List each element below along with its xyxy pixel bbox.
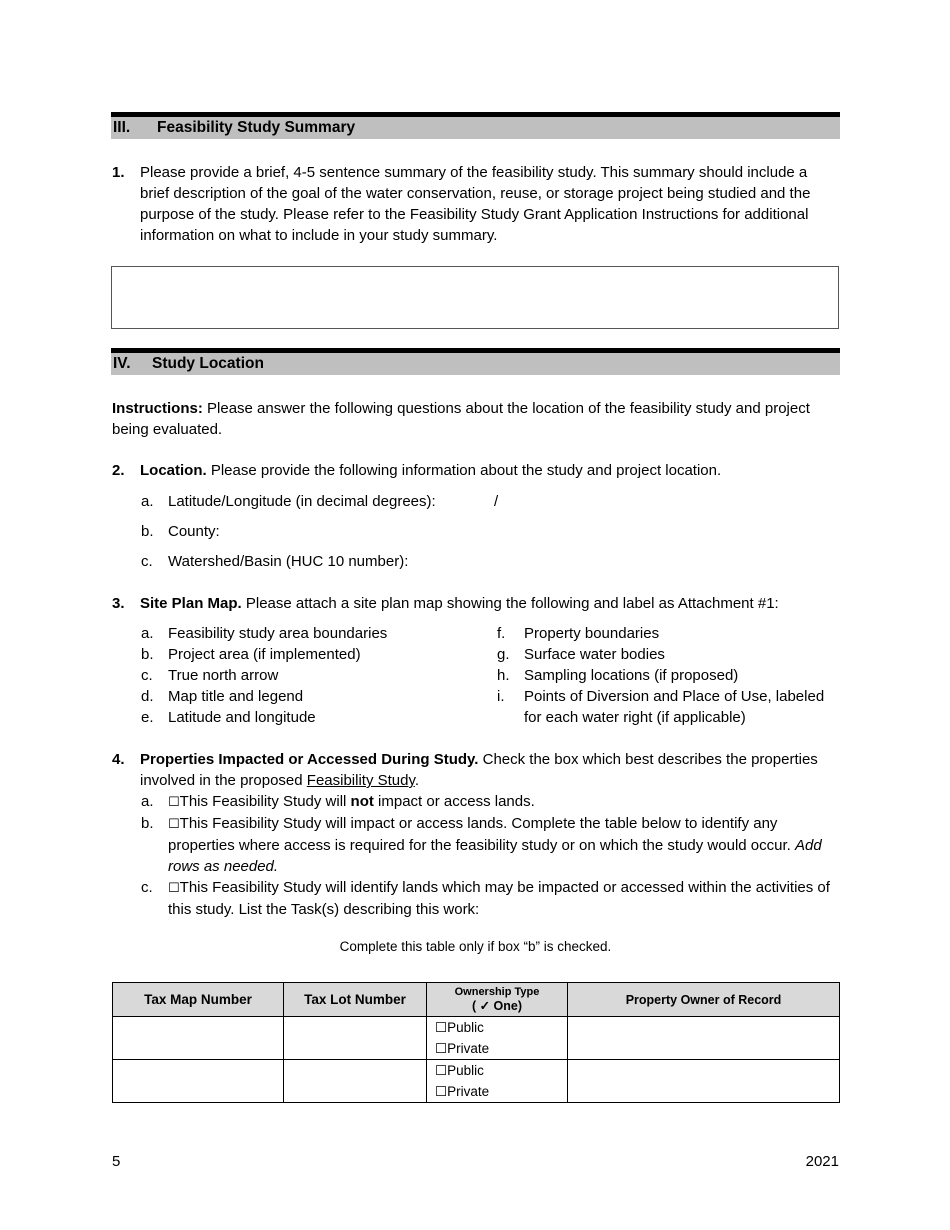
question-1-text: Please provide a brief, 4-5 sentence summary of the feasibility study. This summary should include a brief description of the goal of the water conservation, reuse, or storage project being studied and the purpose of the study. Please refer to the Feasibility Study Grant Application Instructions for additional information on what to include in your study summary. [140, 164, 811, 244]
question-4-period: . [414, 772, 420, 789]
list-item-letter: c. [141, 667, 153, 684]
question-number: 4. [112, 751, 125, 768]
header-ownership-type [427, 983, 568, 1017]
instructions-label: Instructions: [112, 400, 203, 417]
page-number: 5 [112, 1153, 121, 1170]
option-letter: c. [141, 879, 153, 896]
ownership-private-option[interactable]: ☐Private [435, 1041, 490, 1056]
lat-long-label: Latitude/Longitude (in decimal degrees): [168, 493, 436, 510]
option-a-text-post: impact or access lands. [373, 793, 535, 810]
section-header-feasibility-summary [111, 112, 840, 139]
list-item-letter: e. [141, 709, 154, 726]
item-letter: a. [141, 493, 154, 510]
instructions-paragraph [112, 398, 812, 440]
section-number: III. [113, 119, 131, 136]
list-item-letter: b. [141, 646, 154, 663]
list-item-letter: i. [497, 688, 505, 705]
study-summary-input[interactable] [111, 266, 839, 329]
ownership-public-option[interactable]: ☐Public [435, 1063, 484, 1078]
header-tax-lot-number: Tax Lot Number [284, 983, 427, 1017]
option-b-italic: Add rows as needed. [168, 837, 822, 875]
option-a [168, 791, 840, 813]
option-letter: b. [141, 815, 154, 832]
option-a-bold: not [350, 793, 374, 810]
question-3-text [140, 593, 840, 614]
checkbox-c[interactable]: ☐ [168, 881, 180, 896]
question-2-text [140, 460, 840, 481]
question-4-label: Properties Impacted or Accessed During Study. [140, 751, 479, 768]
question-number: 1. [112, 164, 125, 181]
ownership-type-cell [427, 1017, 568, 1060]
option-b [168, 813, 840, 877]
ownership-private-option[interactable]: ☐Private [435, 1084, 490, 1099]
option-letter: a. [141, 793, 154, 810]
properties-table [112, 982, 840, 1103]
watershed-label: Watershed/Basin (HUC 10 number): [168, 553, 409, 570]
item-letter: c. [141, 553, 153, 570]
section-title: Feasibility Study Summary [157, 119, 356, 136]
checkbox-a[interactable]: ☐ [168, 795, 180, 810]
table-note: Complete this table only if box “b” is checked. [339, 939, 612, 954]
list-item: Points of Diversion and Place of Use, labeled for each water right (if applicable) [524, 688, 825, 726]
question-4-description: Check the box which best describes the properties involved in the proposed [140, 751, 818, 789]
item-letter: b. [141, 523, 154, 540]
option-c [168, 877, 840, 920]
option-c-text: This Feasibility Study will identify lands which may be impacted or accessed within the activities of this study. List the Task(s) describing this work: [168, 879, 830, 918]
footer-year: 2021 [805, 1153, 839, 1170]
question-3-label: Site Plan Map. [140, 595, 242, 612]
tax-map-number-cell[interactable] [113, 1060, 284, 1103]
table-header-row [113, 983, 840, 1017]
section-header-study-location [111, 348, 840, 375]
list-item: Surface water bodies [524, 646, 665, 663]
list-item: Feasibility study area boundaries [168, 625, 388, 642]
list-item-letter: a. [141, 625, 154, 642]
ownership-type-cell [427, 1060, 568, 1103]
ownership-public-option[interactable]: ☐Public [435, 1020, 484, 1035]
list-item-letter: d. [141, 688, 154, 705]
list-item: Property boundaries [524, 625, 660, 642]
table-row [113, 1017, 840, 1060]
list-item: Project area (if implemented) [168, 646, 361, 663]
question-number: 2. [112, 462, 125, 479]
section-number: IV. [113, 355, 131, 372]
option-b-text: This Feasibility Study will impact or access lands. Complete the table below to identify any properties where access is required for the feasibility study or on which the study would occur. [168, 815, 795, 854]
property-owner-cell[interactable] [568, 1060, 840, 1103]
section-title: Study Location [152, 355, 264, 372]
list-item-letter: f. [497, 625, 506, 642]
question-2-description: Please provide the following information about the study and project location. [206, 462, 722, 479]
question-number: 3. [112, 595, 125, 612]
header-property-owner: Property Owner of Record [568, 983, 840, 1017]
question-4-text [140, 749, 840, 791]
tax-map-number-cell[interactable] [113, 1017, 284, 1060]
header-ownership-line2: ( ✓ One) [471, 999, 523, 1013]
list-item-letter: g. [497, 646, 510, 663]
header-ownership-line1: Ownership Type [454, 986, 540, 998]
table-row [113, 1060, 840, 1103]
feasibility-study-link: Feasibility Study [306, 772, 415, 789]
list-item: Latitude and longitude [168, 709, 316, 726]
list-item: True north arrow [168, 667, 279, 684]
question-3-description: Please attach a site plan map showing the following and label as Attachment #1: [241, 595, 779, 612]
header-tax-map-number: Tax Map Number [113, 983, 284, 1017]
checkbox-b[interactable]: ☐ [168, 817, 180, 832]
lat-long-separator: / [494, 493, 499, 510]
list-item: Map title and legend [168, 688, 304, 705]
list-item: Sampling locations (if proposed) [524, 667, 739, 684]
county-label: County: [168, 523, 220, 540]
property-owner-cell[interactable] [568, 1017, 840, 1060]
instructions-text: Please answer the following questions about the location of the feasibility study and project being evaluated. [112, 400, 810, 438]
option-a-text-pre: This Feasibility Study will [179, 793, 351, 810]
question-2-label: Location. [140, 462, 207, 479]
tax-lot-number-cell[interactable] [284, 1060, 427, 1103]
list-item-letter: h. [497, 667, 510, 684]
tax-lot-number-cell[interactable] [284, 1017, 427, 1060]
